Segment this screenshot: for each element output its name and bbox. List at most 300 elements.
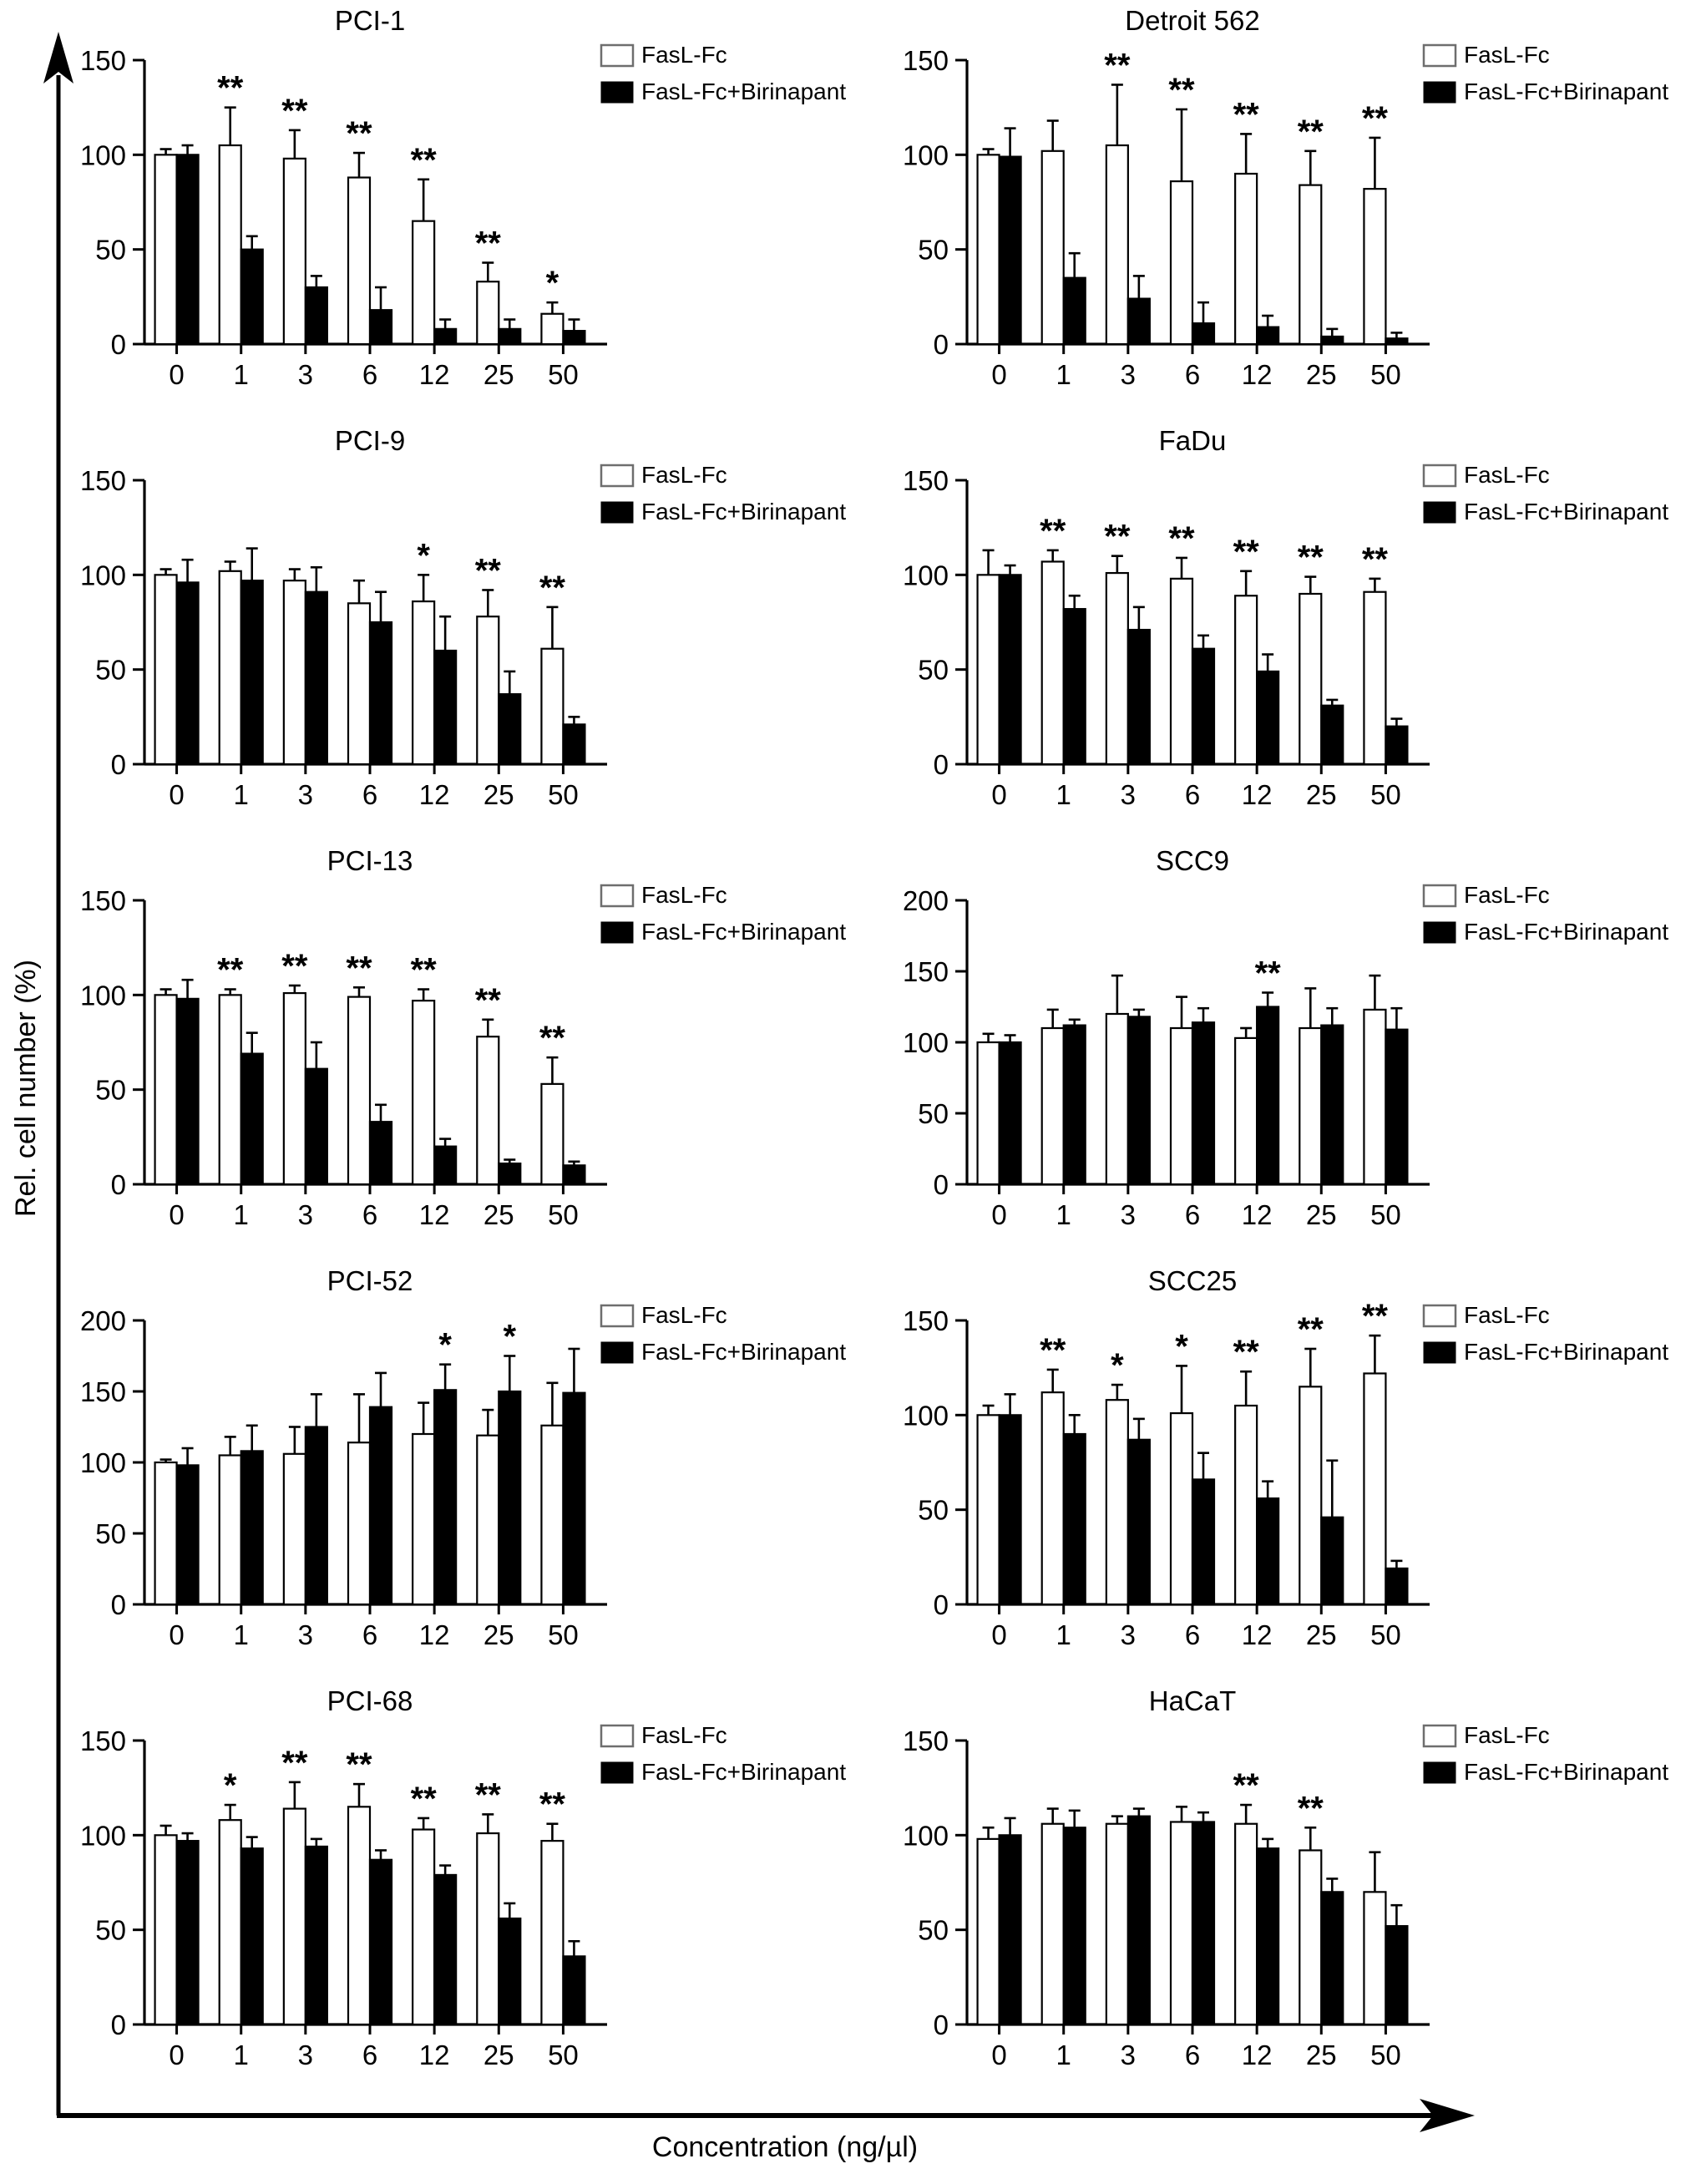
significance-marker: ** [474,1776,501,1814]
significance-marker: ** [281,92,308,129]
panel-title: Detroit 562 [1125,5,1260,36]
panel-pci-13 [48,840,871,1260]
y-axis [903,1305,967,1620]
bar-fasl-fc-birinapant [177,155,199,344]
x-tick-label: 0 [169,2040,185,2070]
x-axis [967,1604,1430,1650]
significance-marker: ** [539,1786,565,1823]
y-tick-label: 100 [902,1820,949,1852]
x-tick-label: 6 [1184,1199,1201,1230]
bar-fasl-fc [284,1454,306,1604]
x-tick-label: 12 [1241,779,1273,810]
x-tick-label: 25 [1305,1199,1337,1230]
legend [601,1302,846,1365]
x-tick-label: 6 [362,2040,378,2070]
legend-swatch-fasl-fc-birinapant-icon [1424,922,1456,943]
legend-label-fasl-fc: FasL-Fc [1464,462,1550,488]
bar-fasl-fc [1106,573,1128,764]
bar-fasl-fc-birinapant [241,1054,263,1184]
y-tick-label: 150 [79,45,126,76]
bar-fasl-fc [155,995,177,1184]
legend-swatch-fasl-fc-birinapant-icon [601,922,633,943]
y-tick-label: 150 [902,465,949,496]
bar-fasl-fc [978,1839,1000,2024]
panel-title: PCI-9 [334,425,406,456]
x-tick-label: 50 [1370,2040,1401,2070]
bar-fasl-fc [348,178,370,344]
x-axis [144,1604,607,1650]
bar-fasl-fc [413,1434,434,1604]
bar-fasl-fc [284,1809,306,2024]
legend-label-fasl-fc: FasL-Fc [1464,1302,1550,1328]
legend-swatch-fasl-fc-icon [601,45,633,66]
chart-pci-1 [48,0,871,420]
significance-marker: ** [1233,96,1259,134]
bar-fasl-fc [413,221,434,344]
bar-fasl-fc [1106,145,1128,344]
significance-marker: ** [1297,113,1324,150]
bar-fasl-fc-birinapant [1064,1026,1086,1184]
bar-fasl-fc [1171,181,1192,344]
bar-fasl-fc-birinapant [1385,727,1407,764]
bar-fasl-fc [1042,1028,1064,1184]
bar-fasl-fc-birinapant [434,1390,456,1604]
y-axis [80,465,144,780]
y-tick-label: 200 [79,1305,126,1336]
x-tick-label: 0 [991,779,1007,810]
bar-fasl-fc-birinapant [306,1069,327,1184]
legend [601,42,846,104]
significance-marker: * [1175,1328,1188,1366]
bar-fasl-fc-birinapant [499,1918,520,2024]
legend-label-fasl-fc: FasL-Fc [641,462,727,488]
chart-fadu [871,420,1693,840]
bar-fasl-fc-birinapant [563,724,585,764]
bar-fasl-fc-birinapant [563,331,585,344]
significance-marker: ** [217,69,244,107]
y-tick-label: 50 [918,1494,949,1526]
x-tick-label: 25 [483,2040,514,2070]
legend-swatch-fasl-fc-icon [1424,1305,1456,1326]
x-tick-label: 6 [362,1619,378,1650]
y-tick-label: 150 [79,1725,126,1756]
y-tick-label: 150 [79,885,126,916]
bar-fasl-fc [541,314,563,344]
legend [1424,882,1668,945]
bar-fasl-fc [1235,1038,1257,1184]
legend-label-fasl-fc: FasL-Fc [1464,1722,1550,1748]
x-tick-label: 1 [1056,359,1071,390]
bar-fasl-fc-birinapant [563,1956,585,2024]
y-tick-label: 50 [918,1098,949,1129]
legend-swatch-fasl-fc-birinapant-icon [1424,1342,1456,1363]
bar-fasl-fc [1299,185,1321,344]
bar-fasl-fc-birinapant [241,1848,263,2024]
x-tick-label: 25 [483,779,514,810]
legend-label-fasl-fc-birinapant: FasL-Fc+Birinapant [641,919,847,945]
x-tick-label: 6 [1184,2040,1201,2070]
bar-fasl-fc [978,575,1000,764]
panel-detroit-562 [871,0,1693,420]
bar-fasl-fc-birinapant [306,1847,327,2024]
y-tick-label: 50 [918,234,949,266]
bar-fasl-fc-birinapant [177,999,199,1184]
bar-fasl-fc-birinapant [370,1122,392,1184]
bar-fasl-fc [220,571,241,764]
legend-swatch-fasl-fc-birinapant-icon [601,1762,633,1783]
y-tick-label: 100 [79,1820,126,1852]
y-axis [903,885,967,1200]
bar-fasl-fc-birinapant [499,1391,520,1604]
bar-fasl-fc-birinapant [370,622,392,764]
panel-pci-52 [48,1260,871,1680]
bar-fasl-fc-birinapant [370,1860,392,2024]
bar-fasl-fc-birinapant [241,580,263,764]
significance-marker: ** [1040,512,1066,550]
significance-marker: ** [410,1780,437,1817]
y-tick-label: 50 [918,654,949,686]
significance-marker: * [223,1767,237,1805]
legend-label-fasl-fc-birinapant: FasL-Fc+Birinapant [1464,919,1669,945]
legend-swatch-fasl-fc-birinapant-icon [601,82,633,103]
legend-label-fasl-fc: FasL-Fc [641,1722,727,1748]
x-axis [144,2024,607,2070]
significance-marker: ** [281,1744,308,1781]
bar-fasl-fc [1235,174,1257,344]
bar-fasl-fc-birinapant [1321,1026,1343,1184]
bar-fasl-fc [1235,1406,1257,1604]
bar-fasl-fc-birinapant [306,592,327,764]
bar-fasl-fc-birinapant [1257,1848,1278,2024]
y-tick-label: 200 [902,885,949,916]
x-tick-label: 1 [233,779,249,810]
bar-fasl-fc-birinapant [1064,1434,1086,1604]
x-tick-label: 0 [169,359,185,390]
bar-fasl-fc [220,1456,241,1605]
x-tick-label: 1 [233,1199,249,1230]
legend-swatch-fasl-fc-icon [1424,1725,1456,1746]
legend-swatch-fasl-fc-icon [601,465,633,486]
bar-fasl-fc [1299,1386,1321,1604]
bar-fasl-fc-birinapant [1000,1415,1021,1604]
x-tick-label: 50 [1370,779,1401,810]
bar-fasl-fc-birinapant [1000,1835,1021,2024]
bar-fasl-fc [1106,1014,1128,1184]
legend-label-fasl-fc: FasL-Fc [1464,882,1550,908]
x-tick-label: 6 [362,779,378,810]
bar-fasl-fc [1106,1824,1128,2024]
chart-pci-9 [48,420,871,840]
bar-fasl-fc-birinapant [1192,1822,1214,2024]
bar-fasl-fc-birinapant [563,1165,585,1184]
y-tick-label: 150 [902,1305,949,1336]
significance-marker: ** [346,115,372,153]
legend-label-fasl-fc-birinapant: FasL-Fc+Birinapant [641,499,847,524]
legend-swatch-fasl-fc-icon [601,885,633,906]
x-tick-label: 6 [362,359,378,390]
y-axis [80,1725,144,2040]
bar-fasl-fc [1042,151,1064,344]
bar-fasl-fc [348,1442,370,1604]
legend [1424,42,1668,104]
y-axis [80,1305,144,1620]
y-tick-label: 150 [902,956,949,987]
bar-fasl-fc [413,601,434,764]
bar-fasl-fc-birinapant [1192,1479,1214,1604]
x-tick-label: 0 [169,1199,185,1230]
x-tick-label: 3 [297,2040,314,2070]
y-tick-label: 0 [933,1589,949,1620]
x-tick-label: 1 [233,1619,249,1650]
significance-marker: ** [346,950,372,987]
bar-fasl-fc-birinapant [434,329,456,344]
y-tick-label: 0 [110,2009,126,2040]
bar-fasl-fc [1171,1413,1192,1604]
y-axis [80,885,144,1200]
legend-label-fasl-fc: FasL-Fc [641,882,727,908]
bar-fasl-fc-birinapant [1128,630,1150,764]
legend-swatch-fasl-fc-birinapant-icon [1424,82,1456,103]
panel-hacat [871,1680,1693,2100]
bar-fasl-fc [155,1835,177,2024]
x-tick-label: 6 [1184,359,1201,390]
x-tick-label: 3 [297,1199,314,1230]
legend-swatch-fasl-fc-birinapant-icon [1424,1762,1456,1783]
y-tick-label: 100 [902,560,949,591]
panel-scc9 [871,840,1693,1260]
y-axis [903,1725,967,2040]
significance-marker: ** [539,1020,565,1057]
bar-fasl-fc-birinapant [499,694,520,764]
x-tick-label: 25 [1305,2040,1337,2070]
legend-swatch-fasl-fc-birinapant-icon [1424,502,1456,523]
x-axis [967,344,1430,390]
y-tick-label: 50 [918,1914,949,1946]
legend-label-fasl-fc: FasL-Fc [641,42,727,68]
bar-fasl-fc-birinapant [1321,337,1343,344]
bar-fasl-fc-birinapant [177,1841,199,2024]
significance-marker: ** [1233,1334,1259,1371]
chart-hacat [871,1680,1693,2100]
significance-marker: ** [1297,1311,1324,1348]
significance-marker: ** [1104,47,1131,84]
x-tick-label: 0 [991,359,1007,390]
significance-marker: ** [1297,1790,1324,1827]
legend-label-fasl-fc-birinapant: FasL-Fc+Birinapant [641,79,847,104]
legend-swatch-fasl-fc-icon [1424,45,1456,66]
x-tick-label: 25 [483,1199,514,1230]
x-tick-label: 12 [418,359,450,390]
y-tick-label: 0 [933,2009,949,2040]
bar-fasl-fc-birinapant [1257,327,1278,344]
bar-fasl-fc [1171,1028,1192,1184]
x-tick-label: 25 [1305,779,1337,810]
x-tick-label: 50 [1370,1199,1401,1230]
x-tick-label: 25 [483,1619,514,1650]
bar-fasl-fc [1364,189,1385,344]
x-tick-label: 12 [418,779,450,810]
bar-fasl-fc [155,155,177,344]
bar-fasl-fc [220,1820,241,2024]
bar-fasl-fc [1235,595,1257,764]
y-tick-label: 0 [110,329,126,360]
legend-label-fasl-fc-birinapant: FasL-Fc+Birinapant [641,1759,847,1785]
y-tick-label: 50 [95,1518,126,1549]
x-tick-label: 0 [991,1619,1007,1650]
x-tick-label: 12 [418,1199,450,1230]
x-tick-label: 0 [991,2040,1007,2070]
bar-fasl-fc [1106,1400,1128,1604]
legend [601,882,846,945]
bar-fasl-fc-birinapant [306,1427,327,1605]
bar-fasl-fc-birinapant [1128,299,1150,344]
legend-swatch-fasl-fc-icon [1424,465,1456,486]
x-axis [144,764,607,810]
x-tick-label: 50 [1370,359,1401,390]
bar-fasl-fc-birinapant [1000,575,1021,764]
panel-title: HaCaT [1148,1685,1237,1716]
bar-fasl-fc [413,1001,434,1184]
x-tick-label: 12 [418,2040,450,2070]
significance-marker: * [503,1318,517,1355]
x-tick-label: 1 [1056,1199,1071,1230]
x-axis [967,2024,1430,2070]
bar-fasl-fc [155,1462,177,1604]
x-tick-label: 1 [1056,2040,1071,2070]
x-tick-label: 3 [1120,1619,1137,1650]
chart-scc9 [871,840,1693,1260]
bar-fasl-fc-birinapant [1128,1817,1150,2024]
x-tick-label: 12 [1241,1199,1273,1230]
significance-marker: ** [281,948,308,985]
bar-fasl-fc [541,1084,563,1184]
y-tick-label: 0 [110,1169,126,1200]
y-tick-label: 100 [902,1400,949,1432]
bar-fasl-fc [413,1830,434,2024]
chart-pci-52 [48,1260,871,1680]
bar-fasl-fc [477,1436,499,1604]
chart-scc25 [871,1260,1693,1680]
x-tick-label: 50 [1370,1619,1401,1650]
significance-marker: ** [1168,71,1195,109]
bar-fasl-fc-birinapant [434,651,456,764]
x-tick-label: 50 [548,1199,579,1230]
bar-fasl-fc [1364,1010,1385,1184]
y-tick-label: 50 [95,234,126,266]
x-tick-label: 12 [1241,2040,1273,2070]
y-tick-label: 0 [933,1169,949,1200]
bar-fasl-fc [1042,1824,1064,2024]
x-axis-label: Concentration (ng/µl) [651,2131,919,2163]
bar-fasl-fc-birinapant [434,1875,456,2024]
bar-fasl-fc-birinapant [1000,157,1021,344]
x-tick-label: 1 [233,2040,249,2070]
legend-swatch-fasl-fc-icon [601,1305,633,1326]
bar-fasl-fc [220,995,241,1184]
bar-fasl-fc [348,1806,370,2024]
x-tick-label: 25 [483,359,514,390]
bar-fasl-fc [220,145,241,344]
y-axis [903,45,967,360]
significance-marker: ** [410,141,437,179]
bar-fasl-fc [1364,592,1385,764]
bar-fasl-fc-birinapant [434,1147,456,1184]
bar-fasl-fc-birinapant [1385,338,1407,344]
y-tick-label: 0 [933,329,949,360]
x-axis [144,1184,607,1230]
bar-fasl-fc [978,1042,1000,1184]
bar-fasl-fc [1171,579,1192,764]
x-tick-label: 3 [297,779,314,810]
x-axis [967,764,1430,810]
x-tick-label: 3 [297,1619,314,1650]
x-tick-label: 3 [1120,779,1137,810]
x-tick-label: 0 [991,1199,1007,1230]
bar-fasl-fc-birinapant [1192,649,1214,764]
bar-fasl-fc [477,1833,499,2024]
bar-fasl-fc [1299,1028,1321,1184]
bar-fasl-fc [1364,1373,1385,1604]
y-tick-label: 100 [902,1027,949,1058]
significance-marker: * [417,537,430,575]
bar-fasl-fc-birinapant [306,287,327,344]
significance-marker: ** [1361,99,1388,137]
y-axis [80,45,144,360]
bar-fasl-fc [1299,594,1321,764]
x-tick-label: 12 [418,1619,450,1650]
y-tick-label: 150 [902,1725,949,1756]
panels-grid [48,0,1693,2100]
y-tick-label: 100 [902,139,949,171]
bar-fasl-fc [348,997,370,1184]
bar-fasl-fc [541,649,563,764]
x-tick-label: 1 [233,359,249,390]
legend-swatch-fasl-fc-icon [1424,885,1456,906]
legend-label-fasl-fc: FasL-Fc [1464,42,1550,68]
bar-fasl-fc [978,1415,1000,1604]
significance-marker: * [1111,1347,1124,1385]
bar-fasl-fc-birinapant [1321,1892,1343,2024]
legend [1424,462,1668,524]
bar-fasl-fc-birinapant [241,1451,263,1604]
significance-marker: ** [346,1746,372,1784]
bar-fasl-fc-birinapant [1192,323,1214,344]
legend-swatch-fasl-fc-birinapant-icon [601,502,633,523]
bar-fasl-fc-birinapant [1385,1568,1407,1604]
legend-swatch-fasl-fc-icon [601,1725,633,1746]
bar-fasl-fc-birinapant [1064,1827,1086,2024]
significance-marker: ** [1361,540,1388,578]
y-tick-label: 100 [79,560,126,591]
x-tick-label: 6 [1184,779,1201,810]
bar-fasl-fc [1235,1824,1257,2024]
legend-label-fasl-fc-birinapant: FasL-Fc+Birinapant [1464,1759,1669,1785]
chart-pci-68 [48,1680,871,2100]
significance-marker: ** [1254,955,1281,992]
significance-marker: ** [539,569,565,606]
bar-fasl-fc [541,1426,563,1604]
x-tick-label: 3 [1120,1199,1137,1230]
y-tick-label: 0 [110,1589,126,1620]
x-tick-label: 1 [1056,1619,1071,1650]
bar-fasl-fc [477,1036,499,1184]
x-tick-label: 50 [548,1619,579,1650]
y-tick-label: 100 [79,139,126,171]
bar-fasl-fc-birinapant [1257,1007,1278,1185]
x-tick-label: 12 [1241,1619,1273,1650]
significance-marker: * [438,1326,452,1364]
bar-fasl-fc [1299,1850,1321,2024]
